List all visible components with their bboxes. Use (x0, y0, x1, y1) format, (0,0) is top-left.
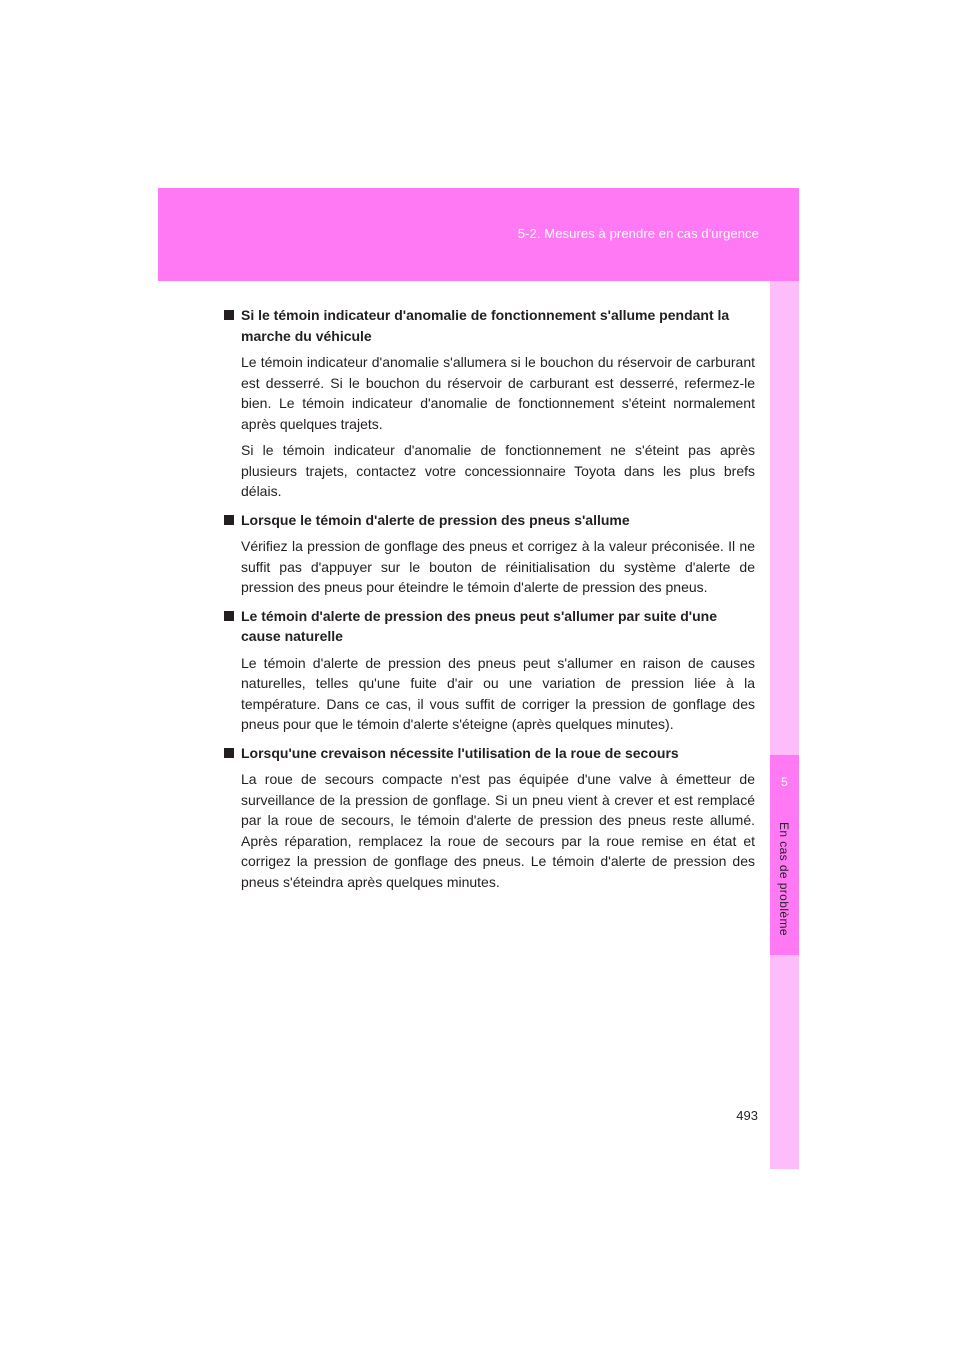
square-bullet-icon (224, 310, 234, 320)
side-strip (770, 281, 799, 1169)
chapter-label: En cas de problème (777, 822, 791, 936)
section-heading (224, 305, 755, 346)
paragraph: La roue de secours compacte n'est pas équipée d'une valve à émetteur de surveillance de la pression de gonflage. Si un pneu vient à crever et est remplacé par la roue de secours, le témoin d'alerte de pression des pneus reste allumé. Après réparation, remplacez la roue de secours par la roue remise en état et corrigez la pression de gonflage des pneus. Le témoin d'alerte de pression des pneus s'éteindra après quelques minutes. (241, 771, 755, 890)
chapter-tab (770, 755, 799, 955)
header-band (158, 188, 799, 281)
section-breadcrumb: 5-2. Mesures à prendre en cas d'urgence (517, 226, 759, 241)
square-bullet-icon (224, 611, 234, 621)
paragraph: Le témoin indicateur d'anomalie s'allumera si le bouchon du réservoir de carburant est desserré. Si le bouchon du réservoir de carburant est desserré, refermez-le bien. Le témoin indicateur d'anomalie de fonctionnement s'éteint normalement après quelques trajets. (241, 354, 755, 432)
chapter-label-wrap (772, 815, 796, 943)
paragraph: Vérifiez la pression de gonflage des pneus et corrigez à la valeur préconisée. Il ne suffit pas d'appuyer sur le bouton de réinitialisation du système d'alerte de pression des pneus pour éteindre le témoin d'alerte de pression des pneus. (241, 538, 755, 595)
page-number: 493 (736, 1108, 758, 1123)
section-heading-text: Le témoin d'alerte de pression des pneus peut s'allumer par suite d'une cause naturelle (241, 607, 717, 644)
section-spare-tire (224, 743, 755, 893)
section-heading (224, 606, 755, 647)
section-heading-text: Lorsque le témoin d'alerte de pression des pneus s'allume (241, 511, 630, 528)
section-mil-warning (224, 305, 755, 502)
paragraph: Le témoin d'alerte de pression des pneus peut s'allumer en raison de causes naturelles, telles qu'une fuite d'air ou une variation de pression liée à la température. Dans ce cas, il vous suffit de corriger la pression de gonflage des pneus pour que le témoin d'alerte s'éteigne (après quelques minutes). (241, 654, 755, 732)
main-content (224, 305, 755, 900)
section-heading-text: Si le témoin indicateur d'anomalie de fonctionnement s'allume pendant la marche du véhicule (241, 307, 730, 344)
paragraph: Si le témoin indicateur d'anomalie de fonctionnement ne s'éteint pas après plusieurs trajets, contactez votre concessionnaire Toyota dans les plus brefs délais. (241, 442, 755, 499)
section-natural-cause (224, 606, 755, 735)
section-tire-pressure-on (224, 510, 755, 598)
section-heading (224, 510, 755, 531)
square-bullet-icon (224, 515, 234, 525)
square-bullet-icon (224, 748, 234, 758)
section-heading (224, 743, 755, 764)
chapter-number: 5 (781, 775, 788, 789)
section-heading-text: Lorsqu'une crevaison nécessite l'utilisation de la roue de secours (241, 744, 679, 761)
